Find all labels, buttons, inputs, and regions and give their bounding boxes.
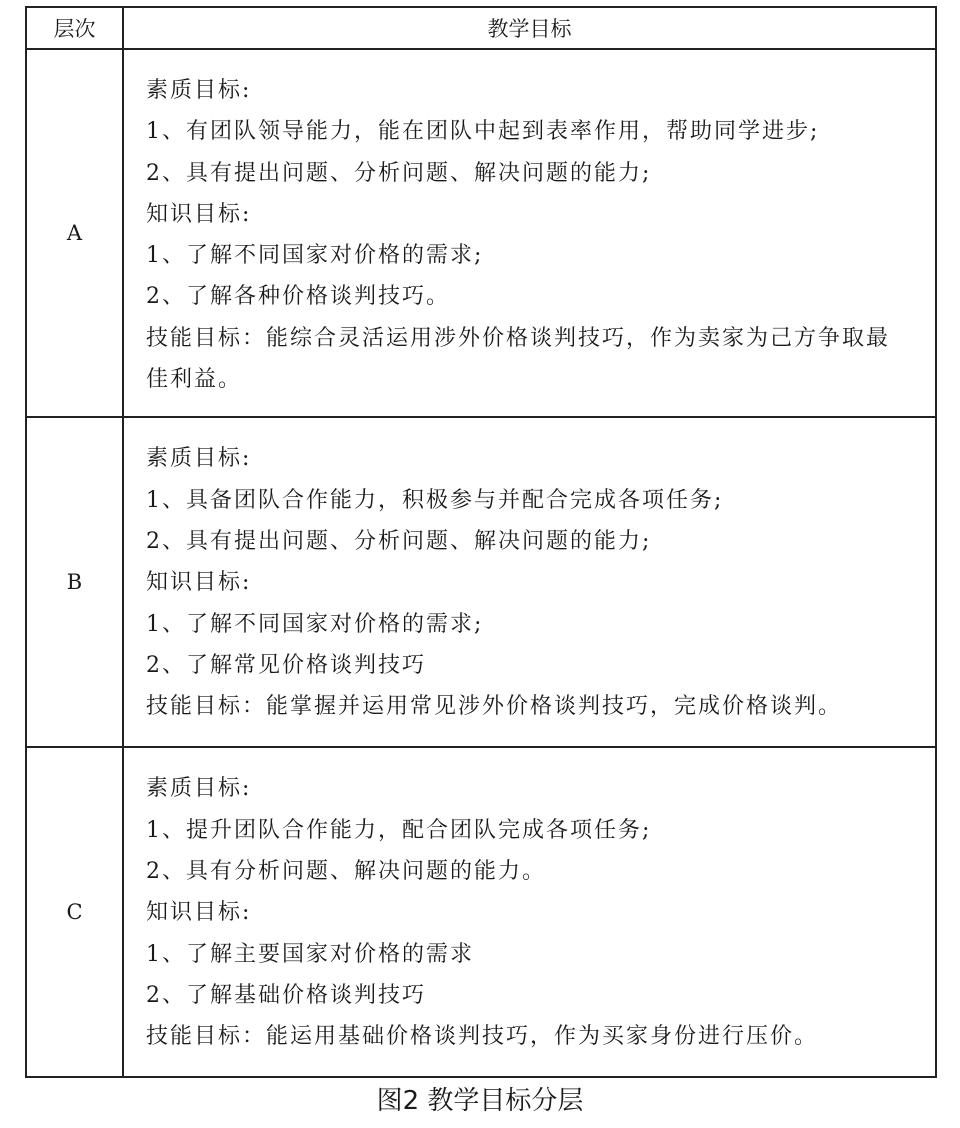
level-cell: C bbox=[26, 747, 123, 1077]
goals-cell bbox=[123, 747, 936, 1077]
figure-caption: 图2 教学目标分层 bbox=[376, 1086, 584, 1116]
goal-line: 知识目标: bbox=[146, 900, 252, 926]
goal-line: 2、了解各种价格谈判技巧。 bbox=[146, 284, 450, 310]
goal-line: 素质目标: bbox=[146, 78, 252, 103]
goal-line: 2、了解基础价格谈判技巧 bbox=[146, 982, 426, 1008]
goal-line: 1、提升团队合作能力，配合团队完成各项任务; bbox=[146, 817, 652, 843]
table-row bbox=[26, 747, 936, 1077]
table-row bbox=[26, 417, 936, 747]
goal-line: 1、有团队领导能力，能在团队中起到表率作用，帮助同学进步; bbox=[146, 119, 820, 145]
goal-line: 2、了解常见价格谈判技巧 bbox=[146, 652, 426, 678]
level-cell: A bbox=[26, 49, 123, 417]
level-cell: B bbox=[26, 417, 123, 747]
goal-line: 技能目标：能运用基础价格谈判技巧，作为买家身份进行压价。 bbox=[146, 1024, 819, 1050]
teaching-goals-table bbox=[25, 6, 937, 1078]
goals-cell bbox=[123, 49, 936, 417]
goals-cell bbox=[123, 417, 936, 747]
goal-line: 1、了解不同国家对价格的需求; bbox=[146, 611, 484, 637]
goal-line: 知识目标: bbox=[146, 570, 252, 596]
goal-line: 1、了解不同国家对价格的需求; bbox=[146, 243, 484, 269]
goal-line: 素质目标: bbox=[146, 776, 252, 802]
goal-line: 2、具有提出问题、分析问题、解决问题的能力; bbox=[146, 160, 652, 186]
goal-line: 技能目标：能掌握并运用常见涉外价格谈判技巧，完成价格谈判。 bbox=[146, 694, 843, 720]
goal-line: 素质目标: bbox=[146, 446, 252, 472]
goal-line: 2、具有分析问题、解决问题的能力。 bbox=[146, 858, 546, 884]
goal-line: 2、具有提出问题、分析问题、解决问题的能力; bbox=[146, 528, 652, 554]
header-goals: 教学目标 bbox=[123, 7, 936, 49]
goal-line: 技能目标：能综合灵活运用涉外价格谈判技巧，作为卖家为己方争取最佳利益。 bbox=[146, 325, 891, 393]
table-header-row bbox=[26, 7, 936, 49]
table-row bbox=[26, 49, 936, 417]
goal-line: 1、了解主要国家对价格的需求 bbox=[146, 941, 474, 967]
header-level: 层次 bbox=[26, 7, 123, 49]
goal-line: 知识目标: bbox=[146, 201, 252, 227]
goal-line: 1、具备团队合作能力，积极参与并配合完成各项任务; bbox=[146, 487, 724, 513]
